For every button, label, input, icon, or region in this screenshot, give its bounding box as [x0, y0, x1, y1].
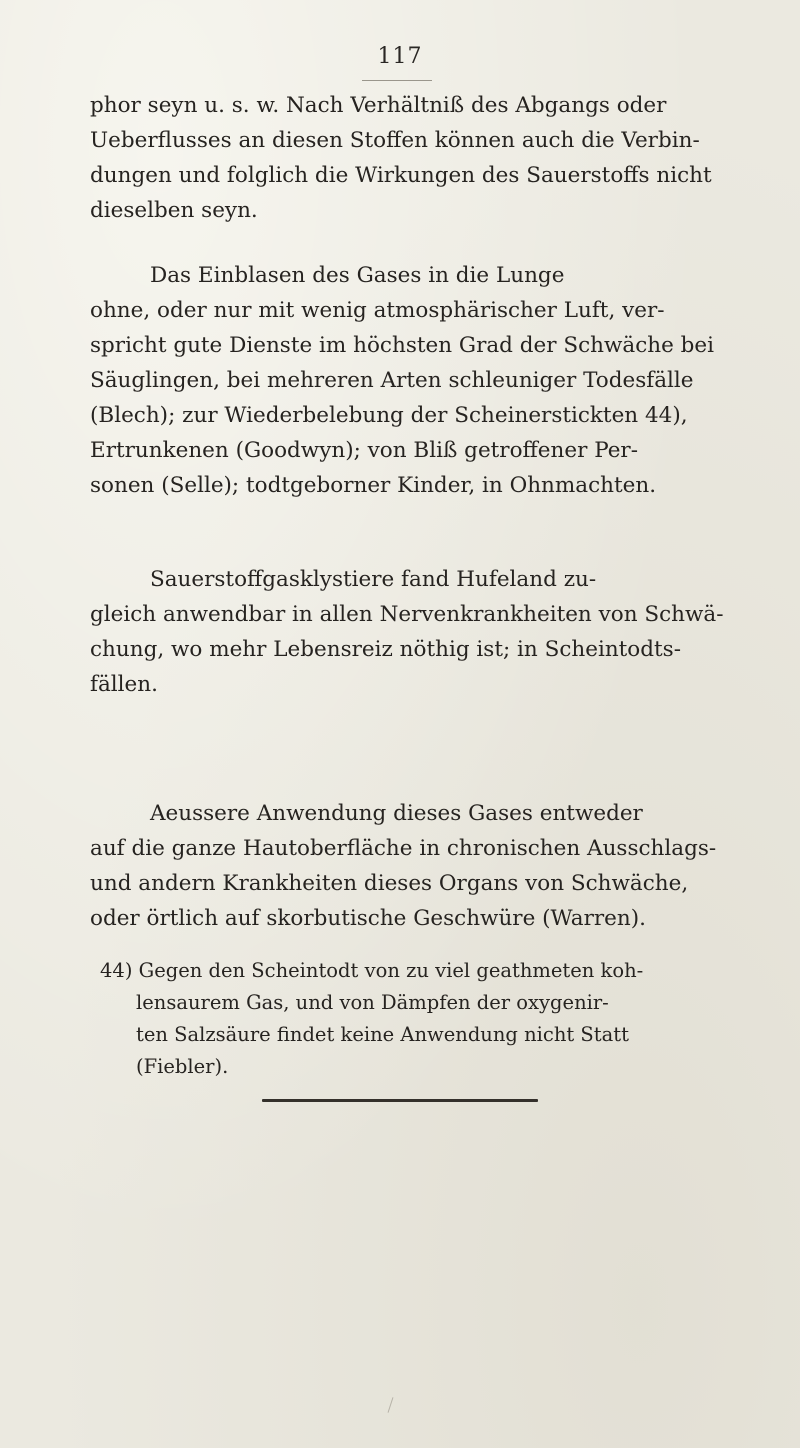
text-line: dieselben seyn. — [90, 198, 258, 223]
text-line: gleich anwendbar in allen Nervenkrankheiten von Schwä- — [90, 602, 724, 627]
paragraph-continuation — [90, 88, 750, 228]
text-line: dungen und folglich die Wirkungen des Sauerstoffs nicht — [90, 163, 712, 188]
text-line: spricht gute Dienste im höchsten Grad der Schwäche bei — [90, 333, 715, 358]
text-line: oder örtlich auf skorbutische Geschwüre (Warren). — [90, 906, 646, 931]
text-line: fällen. — [90, 672, 158, 697]
footnote-44 — [100, 955, 750, 1083]
text-line: auf die ganze Hautoberfläche in chronischen Ausschlags- — [90, 836, 717, 861]
text-line: (Blech); zur Wiederbelebung der Scheinerstickten 44), — [90, 403, 688, 428]
paragraph-aeussere-anwendung — [90, 796, 750, 936]
paragraph-einblasen — [90, 258, 750, 503]
text-line: Aeussere Anwendung dieses Gases entweder — [150, 801, 643, 826]
text-line: Säuglingen, bei mehreren Arten schleuniger Todesfälle — [90, 368, 694, 393]
text-line: sonen (Selle); todtgeborner Kinder, in Ohnmachten. — [90, 473, 657, 498]
text-line: und andern Krankheiten dieses Organs von Schwäche, — [90, 871, 689, 896]
text-line: phor seyn u. s. w. Nach Verhältniß des Abgangs oder — [90, 93, 667, 118]
text-line: ohne, oder nur mit wenig atmosphärischer Luft, ver- — [90, 298, 665, 323]
text-line: Ertrunkenen (Goodwyn); von Bliß getroffener Per- — [90, 438, 638, 463]
text-line: Sauerstoffgasklystiere fand Hufeland zu- — [150, 567, 597, 592]
header-rule — [362, 80, 432, 81]
paper-mark — [388, 1397, 394, 1413]
footnote-line: 44) Gegen den Scheintodt von zu viel geathmeten koh- — [100, 959, 644, 982]
page-number: 117 — [377, 44, 423, 69]
footer-rule — [262, 1099, 538, 1102]
text-line: chung, wo mehr Lebensreiz nöthig ist; in Scheintodts- — [90, 637, 681, 662]
footnote-line: ten Salzsäure findet keine Anwendung nicht Statt — [136, 1023, 629, 1046]
text-line: Ueberflusses an diesen Stoffen können auch die Verbin- — [90, 128, 700, 153]
footnote-line: lensaurem Gas, und von Dämpfen der oxygenir- — [136, 991, 609, 1014]
footnote-line: (Fiebler). — [136, 1055, 229, 1078]
paragraph-klystiere — [90, 562, 750, 702]
text-line: Das Einblasen des Gases in die Lunge — [150, 263, 565, 288]
